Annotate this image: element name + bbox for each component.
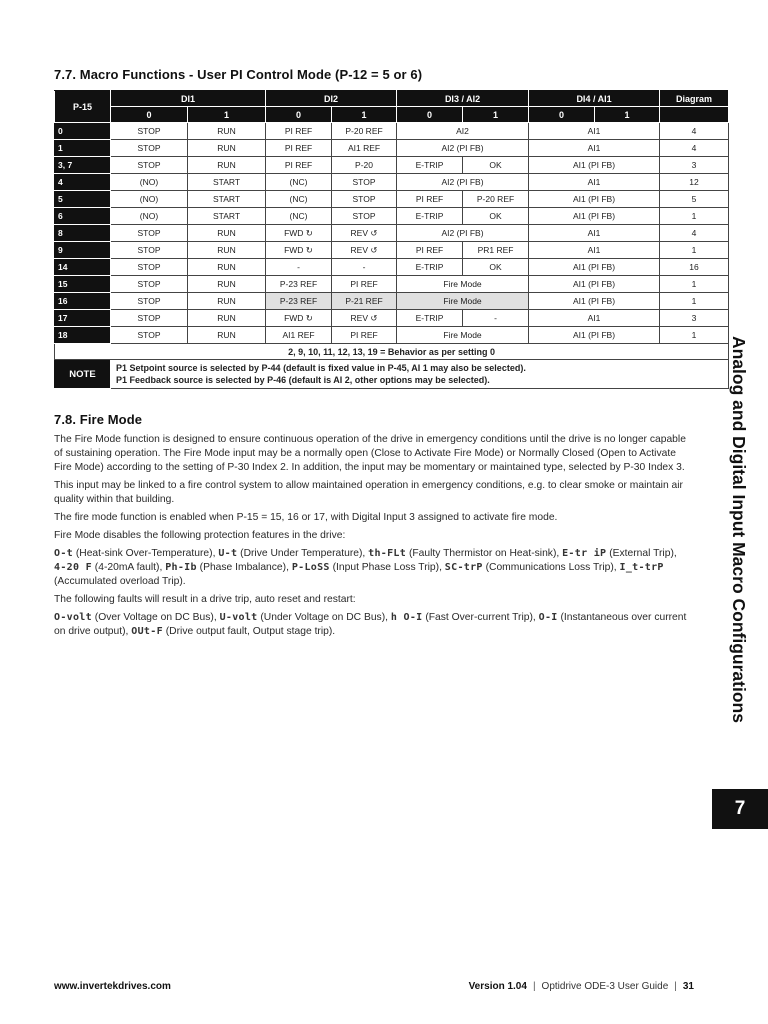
footer-separator: | [532,981,536,992]
cell: RUN [188,310,266,327]
header-state: 0 [266,107,332,123]
note-line-2: P1 Feedback source is selected by P-46 (default is AI 2, other options may be selected). [116,375,490,385]
chapter-side-title [719,334,759,784]
cell: RUN [188,140,266,157]
header-state: 1 [463,107,529,123]
cell: RUN [188,157,266,174]
cell: AI1 (PI FB) [529,327,660,344]
paragraph: The following faults will result in a drive trip, auto reset and restart: [54,594,356,605]
trip-code: th-FLt [368,548,407,559]
trip-code: O-t [54,548,73,559]
cell-diagram: 12 [660,174,729,191]
cell-diagram: 4 [660,140,729,157]
cell: AI2 (PI FB) [397,174,529,191]
cell: P-20 [332,157,397,174]
cell: PI REF [266,157,332,174]
cell: RUN [188,259,266,276]
cell: STOP [111,123,188,140]
table-row [55,208,729,225]
footer-right [469,981,694,992]
trip-code: h O-I [390,612,423,623]
cell: STOP [111,310,188,327]
trip-desc: (Input Phase Loss Trip), [329,562,445,573]
row-p15-value: 3, 7 [55,157,111,174]
footer-version: Version 1.04 [468,981,527,992]
header-state: 1 [595,107,660,123]
section-title-macro-functions: 7.7. Macro Functions - User PI Control Mode (P-12 = 5 or 6) [54,67,423,82]
cell: RUN [188,242,266,259]
trip-desc: (Drive Under Temperature), [237,548,369,559]
paragraph: The Fire Mode function is designed to ensure continuous operation of the drive in emergency conditions until the drive is no longer capable of sustaining operation. The Fire Mode input may be a normally open (Close to Activate Fire Mode) or Normally Closed (Open to Activate Fire Mode) according to the setting of P-30 Index 2. In addition, the input may be momentary or maintained type, selected by P-30 Index 3. [54,434,686,473]
cell-diagram: 1 [660,242,729,259]
cell-diagram: 1 [660,327,729,344]
cell: PI REF [266,140,332,157]
trip-desc: (Heat-sink Over-Temperature), [72,548,219,559]
row-p15-value: 17 [55,310,111,327]
footer-website: www.invertekdrives.com [54,981,171,992]
cell: P-20 REF [463,191,529,208]
trip-desc: (4-20mA fault), [91,562,166,573]
table-row [55,174,729,191]
cell: STOP [111,242,188,259]
cell: (NC) [266,191,332,208]
row-p15-value: 16 [55,293,111,310]
paragraph: This input may be linked to a fire control system to allow maintained operation in emergency conditions, e.g. to clear smoke or maintain air quality within that building. [54,480,683,505]
table-row [55,327,729,344]
cell: Fire Mode [397,276,529,293]
table-row [55,157,729,174]
row-p15-value: 5 [55,191,111,208]
trip-desc: (External Trip), [606,548,677,559]
cell-diagram: 5 [660,191,729,208]
trip-code: E-tr iP [562,548,607,559]
cell: AI1 (PI FB) [529,191,660,208]
trip-code: SC-trP [444,562,483,573]
table-footer-row [55,344,729,360]
cell: PI REF [397,191,463,208]
note-line-1: P1 Setpoint source is selected by P-44 (default is fixed value in P-45, AI 1 may also be selected). [116,363,526,373]
trip-desc: (Accumulated overload Trip). [54,576,186,587]
header-di4-ai1: DI4 / AI1 [529,91,660,107]
cell: AI1 (PI FB) [529,208,660,225]
cell: AI1 [529,225,660,242]
table-footer-note: 2, 9, 10, 11, 12, 13, 19 = Behavior as per setting 0 [55,344,729,360]
header-p15: P-15 [55,91,111,123]
cell-diagram: 3 [660,310,729,327]
cell: RUN [188,276,266,293]
cell: AI1 [529,242,660,259]
paragraph: The fire mode function is enabled when P-15 = 15, 16 or 17, with Digital Input 3 assigned to activate fire mode. [54,512,558,523]
trip-code: OUt-F [131,626,163,637]
cell: STOP [332,174,397,191]
cell: OK [463,208,529,225]
cell: STOP [111,259,188,276]
trip-code: U-volt [219,612,258,623]
table-row [55,242,729,259]
row-p15-value: 18 [55,327,111,344]
cell-diagram: 1 [660,293,729,310]
table-row [55,123,729,140]
fire-mode-body [54,433,690,643]
note-text [111,360,729,389]
trip-desc: (Phase Imbalance), [196,562,292,573]
cell: STOP [332,191,397,208]
cell: P-23 REF [266,293,332,310]
trip-code: Ph-Ib [165,562,197,573]
cell: STOP [111,293,188,310]
trip-code: 4-20 F [54,562,92,573]
note-label: NOTE [55,360,111,389]
cell: OK [463,157,529,174]
row-p15-value: 15 [55,276,111,293]
auto-reset-faults-list [54,611,690,639]
table-row [55,191,729,208]
cell-diagram: 1 [660,276,729,293]
cell-diagram: 4 [660,123,729,140]
cell: PI REF [397,242,463,259]
trip-desc: (Fast Over-current Trip), [422,612,539,623]
row-p15-value: 8 [55,225,111,242]
cell: FWD ↻ [266,310,332,327]
cell: E-TRIP [397,157,463,174]
header-state: 0 [529,107,595,123]
trip-desc: (Faulty Thermistor on Heat-sink), [406,548,563,559]
cell: P-21 REF [332,293,397,310]
table-row [55,259,729,276]
trip-desc: (Communications Loss Trip), [482,562,620,573]
cell: (NO) [111,174,188,191]
header-di2: DI2 [266,91,397,107]
header-state: 1 [188,107,266,123]
cell: (NO) [111,191,188,208]
cell: OK [463,259,529,276]
cell: AI1 [529,310,660,327]
cell: FWD ↻ [266,242,332,259]
table-row [55,225,729,242]
cell: AI2 [397,123,529,140]
header-state: 0 [111,107,188,123]
cell: AI1 REF [332,140,397,157]
header-state: 1 [332,107,397,123]
cell: (NC) [266,174,332,191]
cell: - [332,259,397,276]
cell-diagram: 16 [660,259,729,276]
cell: - [463,310,529,327]
cell: AI1 [529,123,660,140]
trip-code: O-volt [54,612,92,623]
footer-guide-title: Optidrive ODE-3 User Guide [541,981,669,992]
disabled-protections-list [54,547,690,589]
cell: PI REF [266,123,332,140]
cell: E-TRIP [397,310,463,327]
chapter-number-tab: 7 [712,789,768,829]
cell: E-TRIP [397,259,463,276]
trip-desc: (Drive output fault, Output stage trip). [162,626,336,637]
cell: FWD ↻ [266,225,332,242]
header-diagram: Diagram [660,91,729,107]
trip-desc: (Under Voltage on DC Bus), [257,612,391,623]
cell: AI1 (PI FB) [529,276,660,293]
trip-code: O-I [538,612,558,623]
cell: - [266,259,332,276]
cell: RUN [188,225,266,242]
row-p15-value: 6 [55,208,111,225]
header-di1: DI1 [111,91,266,107]
cell: START [188,208,266,225]
cell: P-20 REF [332,123,397,140]
cell: STOP [111,327,188,344]
cell: RUN [188,123,266,140]
row-p15-value: 1 [55,140,111,157]
cell: PR1 REF [463,242,529,259]
cell: REV ↺ [332,225,397,242]
cell: Fire Mode [397,293,529,310]
row-p15-value: 4 [55,174,111,191]
cell: AI1 (PI FB) [529,293,660,310]
paragraph: Fire Mode disables the following protection features in the drive: [54,530,346,541]
table-row [55,310,729,327]
cell: AI1 [529,174,660,191]
row-p15-value: 14 [55,259,111,276]
trip-code: U-t [218,548,238,559]
cell: AI1 (PI FB) [529,157,660,174]
cell: E-TRIP [397,208,463,225]
footer-page-number: 31 [682,981,694,992]
trip-code: P-LoSS [291,562,330,573]
cell: REV ↺ [332,242,397,259]
row-p15-value: 9 [55,242,111,259]
footer-separator: | [674,981,677,992]
table-row [55,140,729,157]
cell-diagram: 1 [660,208,729,225]
cell: AI1 REF [266,327,332,344]
header-di3-ai2: DI3 / AI2 [397,91,529,107]
cell: AI1 [529,140,660,157]
cell: START [188,174,266,191]
trip-code: I_t-trP [619,562,664,573]
cell: REV ↺ [332,310,397,327]
cell: STOP [111,140,188,157]
trip-desc: (Over Voltage on DC Bus), [91,612,220,623]
section-title-fire-mode: 7.8. Fire Mode [54,412,143,427]
cell: START [188,191,266,208]
cell: STOP [111,157,188,174]
header-diagram-blank [660,107,729,123]
cell: STOP [111,276,188,293]
cell: PI REF [332,276,397,293]
cell: PI REF [332,327,397,344]
cell: STOP [332,208,397,225]
row-p15-value: 0 [55,123,111,140]
header-state: 0 [397,107,463,123]
table-row [55,293,729,310]
note-row [55,360,729,389]
table-row [55,276,729,293]
cell: P-23 REF [266,276,332,293]
cell-diagram: 4 [660,225,729,242]
chapter-side-title-text: Analog and Digital Input Macro Configurations [729,336,749,723]
cell: AI2 (PI FB) [397,225,529,242]
cell: AI2 (PI FB) [397,140,529,157]
cell: (NC) [266,208,332,225]
page-footer [54,981,694,995]
cell: (NO) [111,208,188,225]
cell: AI1 (PI FB) [529,259,660,276]
cell: RUN [188,293,266,310]
cell: Fire Mode [397,327,529,344]
trip-desc: (Instantaneous over current on drive output), [54,612,687,637]
macro-functions-table [54,90,729,389]
cell: RUN [188,327,266,344]
cell: STOP [111,225,188,242]
cell-diagram: 3 [660,157,729,174]
